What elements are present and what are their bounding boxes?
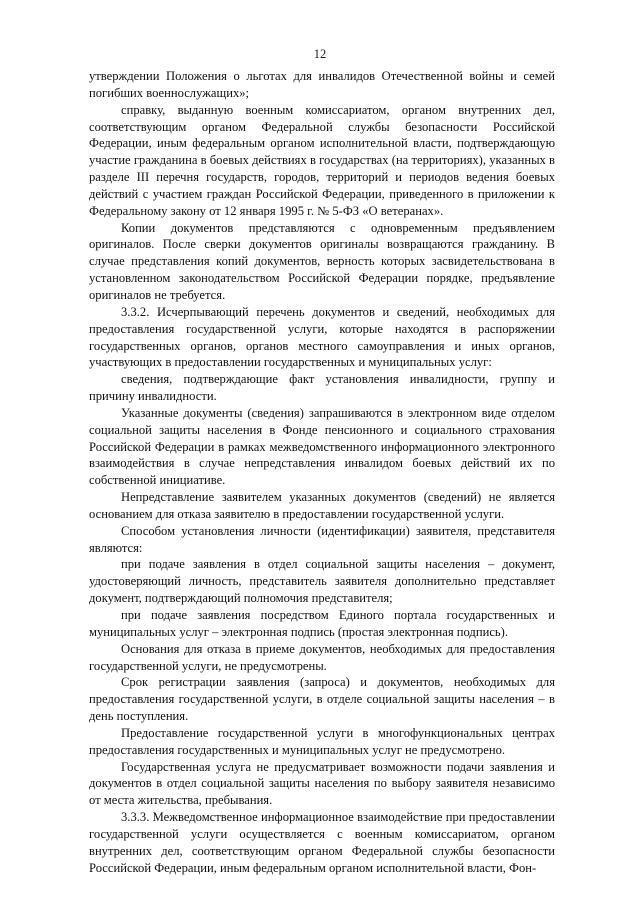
paragraph-section-3-3-3: 3.3.3. Межведомственное информационное взаимодействие при предоставлении государственной услуги осуществляется с военным комиссариатом, органом внутренних дел, соответствующим органом Федеральной службы безопасности Российской Федерации, иным федеральным органом исполнительной власти, Фон- [89,810,555,875]
paragraph-document-copies: Копии документов представляются с одновременным предъявлением оригиналов. После сверки документов оригиналы возвращаются гражданину. В случае представления копий документов, верность которых засвидетельствована в установленном законодательством Российской Федерации порядке, предъявление оригиналов не требуется. [89,220,555,302]
paragraph-section-3-3-2: 3.3.2. Исчерпывающий перечень документов и сведений, необходимых для предоставления государственной услуги, которые находятся в распоряжении государственных органов, органов местного самоуправления и иных органов, участвующих в предоставлении государственных и муниципальных услуг: [89,304,555,370]
paragraph-in-person-submission: при подаче заявления в отдел социальной защиты населения – документ, удостоверяющий личность, представитель заявителя дополнительно представляет документ, подтверждающий полномочия представителя; [89,557,555,606]
paragraph-refusal-grounds: Основания для отказа в приеме документов, необходимых для предоставления государственной услуги, не предусмотрены. [89,641,555,673]
paragraph-mfc: Предоставление государственной услуги в многофункциональных центрах предоставления государственных и муниципальных услуг не предусмотрено. [89,725,555,757]
paragraph-continuation: утверждении Положения о льготах для инвалидов Отечественной войны и семей погибших военнослужащих»; [89,69,555,100]
paragraph-non-submission: Непредставление заявителем указанных документов (сведений) не является основанием для отказа заявителю в предоставлении государственной услуги. [89,490,555,521]
page-number: 12 [313,47,327,61]
document-body [89,68,555,877]
paragraph-identification-method: Способом установления личности (идентификации) заявителя, представителя являются: [89,523,555,555]
paragraph-registration-term: Срок регистрации заявления (запроса) и документов, необходимых для предоставления государственной услуги, в отделе социальной защиты населения – в день поступления. [89,675,555,724]
paragraph-portal-submission: при подаче заявления посредством Единого портала государственных и муниципальных услуг – электронная подпись (простая электронная подпись). [89,608,555,639]
paragraph-military-certificate: справку, выданную военным комиссариатом, органом внутренних дел, соответствующим органом Федеральной службы безопасности Российской Федерации, иным федеральным органом исполнительной власти, подтверждающую участие гражданина в боевых действиях в государствах (на территориях), указанных в разделе III перечня государств, городов, территорий и периодов ведения боевых действий с участием граждан Российской Федерации, приведенного в приложении к Федеральному закону от 12 января 1995 г. № 5-ФЗ «О ветеранах». [89,102,555,218]
paragraph-electronic-request: Указанные документы (сведения) запрашиваются в электронном виде отделом социальной защиты населения в Фонде пенсионного и социального страхования Российской Федерации в рамках межведомственного информационного электронного взаимодействия в случае непредставления инвалидом боевых действий их по собственной инициативе. [89,405,555,488]
paragraph-disability-info: сведения, подтверждающие факт установления инвалидности, группу и причину инвалидности. [89,372,555,404]
paragraph-extraterritorial: Государственная услуга не предусматривает возможности подачи заявления и документов в отдел социальной защиты населения по выбору заявителя независимо от места жительства, пребывания. [89,759,555,808]
